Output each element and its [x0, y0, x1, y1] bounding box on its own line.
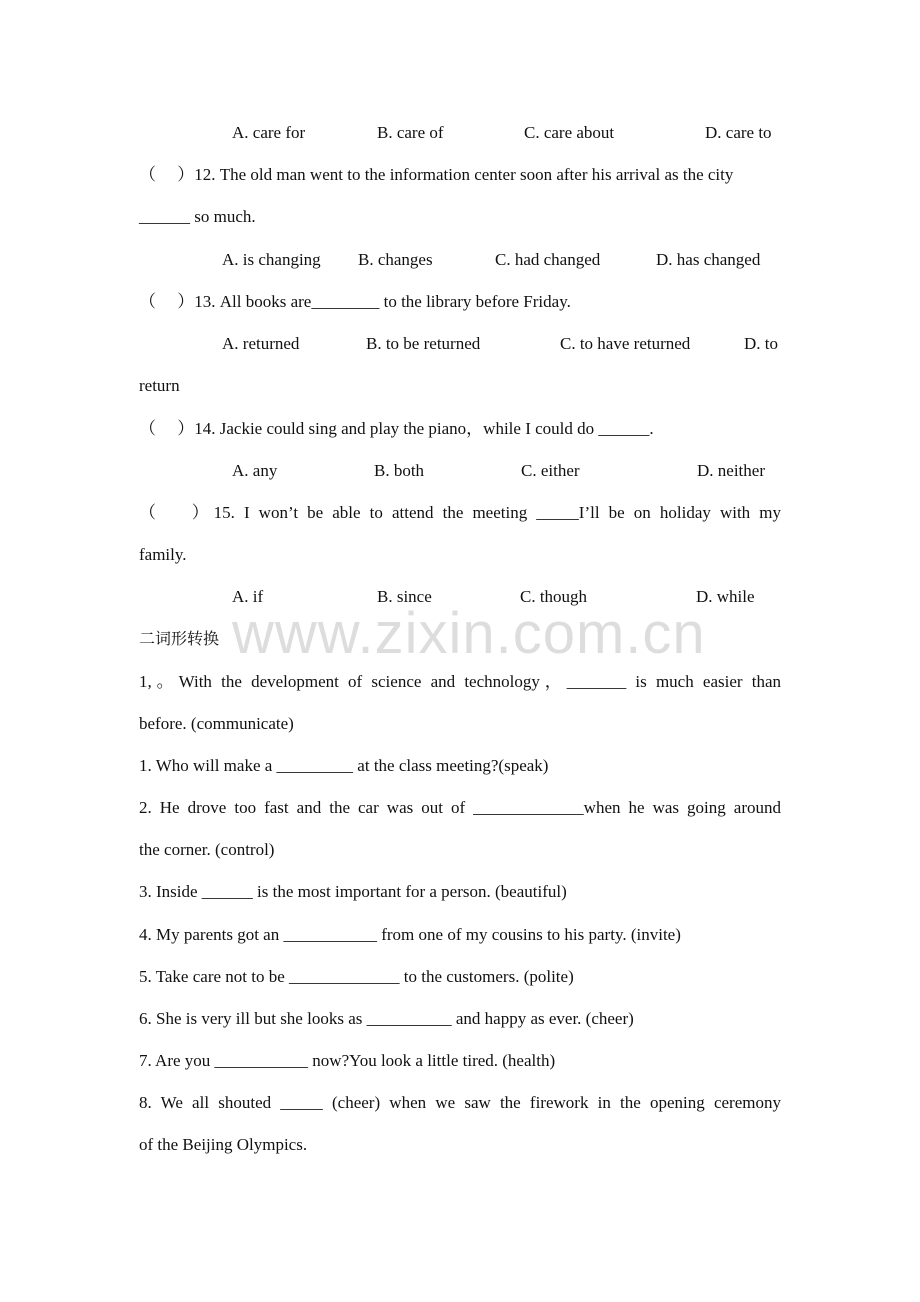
q15-option-b: B. since: [377, 587, 432, 606]
word-form-item: 1,。With the development of science and technology，_______ is much easier than: [139, 672, 781, 691]
q13-option-d: D. to: [744, 334, 778, 353]
word-form-item: 2. He drove too fast and the car was out of _____________when he was going around: [139, 798, 781, 817]
word-form-item: 8. We all shouted _____ (cheer) when we saw the firework in the opening ceremony: [139, 1093, 781, 1112]
q15-stem: （ ）15. I won’t be able to attend the meeting _____I’ll be on holiday with my: [139, 503, 781, 522]
q14-stem: （ ）14. Jackie could sing and play the piano，while I could do ______.: [139, 419, 654, 438]
word-form-item: 3. Inside ______ is the most important for a person. (beautiful): [139, 882, 567, 901]
word-form-item-cont: before. (communicate): [139, 714, 294, 733]
q13-option-b: B. to be returned: [366, 334, 481, 353]
word-form-item: 1. Who will make a _________ at the class meeting?(speak): [139, 756, 549, 775]
word-form-item: 7. Are you ___________ now?You look a little tired. (health): [139, 1051, 556, 1070]
q11-option-a: A. care for: [232, 123, 306, 142]
word-form-item: 4. My parents got an ___________ from one of my cousins to his party. (invite): [139, 925, 681, 944]
word-form-item-cont: the corner. (control): [139, 840, 275, 859]
q13-option-a: A. returned: [222, 334, 300, 353]
q15-option-d: D. while: [696, 587, 755, 606]
q12-option-b: B. changes: [358, 250, 433, 269]
word-form-item: 6. She is very ill but she looks as __________ and happy as ever. (cheer): [139, 1009, 634, 1028]
q11-option-b: B. care of: [377, 123, 444, 142]
watermark: www.zixin.com.cn: [232, 601, 706, 666]
q14-option-d: D. neither: [697, 461, 765, 480]
q15-option-a: A. if: [232, 587, 264, 606]
q14-option-c: C. either: [521, 461, 580, 480]
q13-option-c: C. to have returned: [560, 334, 691, 353]
q14-option-b: B. both: [374, 461, 425, 480]
q11-option-d: D. care to: [705, 123, 772, 142]
q11-option-c: C. care about: [524, 123, 615, 142]
q15-option-c: C. though: [520, 587, 588, 606]
q14-option-a: A. any: [232, 461, 278, 480]
q12-option-c: C. had changed: [495, 250, 601, 269]
word-form-item-cont: of the Beijing Olympics.: [139, 1135, 308, 1154]
word-form-item: 5. Take care not to be _____________ to the customers. (polite): [139, 967, 574, 986]
q12-stem: （ ）12. The old man went to the information center soon after his arrival as the city: [139, 165, 734, 184]
q12-option-a: A. is changing: [222, 250, 321, 269]
q13-option-d-cont: return: [139, 376, 180, 395]
q15-stem-cont: family.: [139, 545, 187, 564]
q13-stem: （ ）13. All books are________ to the library before Friday.: [139, 292, 571, 311]
q12-stem-cont: ______ so much.: [139, 207, 256, 226]
section-heading: 二词形转换: [139, 629, 220, 648]
q12-option-d: D. has changed: [656, 250, 761, 269]
